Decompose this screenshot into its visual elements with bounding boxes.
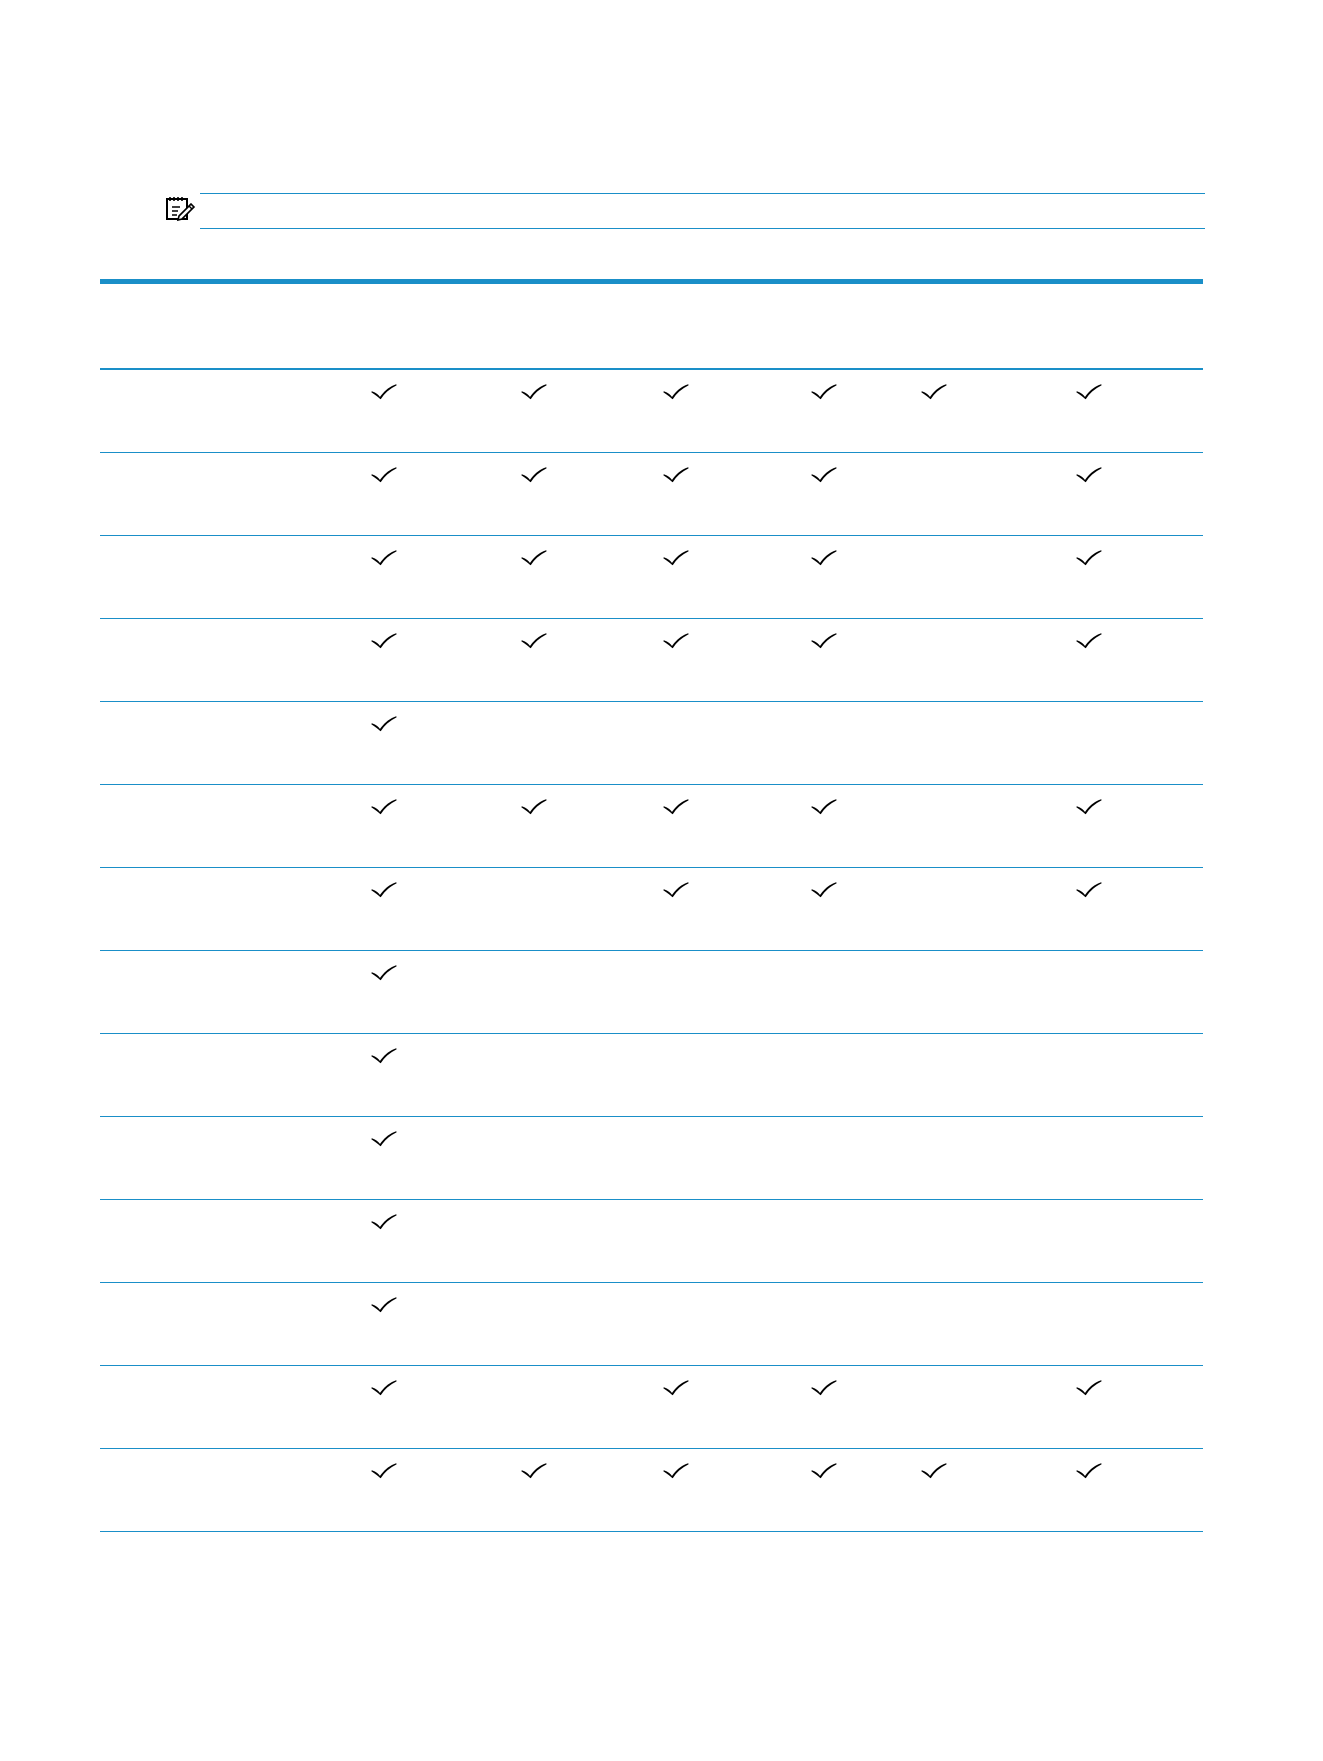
row-label <box>100 550 340 570</box>
checkmark-icon <box>810 882 838 898</box>
checkmark-icon <box>370 1297 398 1313</box>
checkmark-icon <box>370 716 398 732</box>
note-divider-top <box>200 193 1205 194</box>
table-row <box>100 453 1203 536</box>
checkmark-icon <box>810 799 838 815</box>
row-label <box>100 633 340 653</box>
checkmark-icon <box>520 550 548 566</box>
note-divider-bottom <box>200 228 1205 229</box>
checkmark-icon <box>370 965 398 981</box>
table-row <box>100 1117 1203 1200</box>
checkmark-icon <box>1075 1463 1103 1479</box>
table-row <box>100 1449 1203 1532</box>
table-row <box>100 1366 1203 1449</box>
row-label <box>100 384 340 404</box>
row-label <box>100 882 340 902</box>
row-label <box>100 1214 340 1234</box>
table-row <box>100 1283 1203 1366</box>
checkmark-icon <box>370 1463 398 1479</box>
checkmark-icon <box>1075 1380 1103 1396</box>
checkmark-icon <box>810 1380 838 1396</box>
checkmark-icon <box>370 550 398 566</box>
checkmark-icon <box>810 384 838 400</box>
checkmark-icon <box>920 1463 948 1479</box>
checkmark-icon <box>370 467 398 483</box>
checkmark-icon <box>1075 384 1103 400</box>
checkmark-icon <box>1075 799 1103 815</box>
table-row <box>100 370 1203 453</box>
table-row <box>100 868 1203 951</box>
table-row <box>100 785 1203 868</box>
checkmark-icon <box>370 799 398 815</box>
row-label <box>100 799 340 819</box>
checkmark-icon <box>370 882 398 898</box>
feature-table <box>100 279 1203 1532</box>
row-label <box>100 1380 340 1400</box>
checkmark-icon <box>662 384 690 400</box>
note-pencil-icon <box>164 194 196 222</box>
table-row <box>100 951 1203 1034</box>
checkmark-icon <box>1075 467 1103 483</box>
table-row <box>100 1034 1203 1117</box>
checkmark-icon <box>370 1380 398 1396</box>
checkmark-icon <box>810 633 838 649</box>
table-body <box>100 370 1203 1532</box>
row-label <box>100 716 340 736</box>
checkmark-icon <box>370 1214 398 1230</box>
checkmark-icon <box>520 384 548 400</box>
checkmark-icon <box>662 1463 690 1479</box>
checkmark-icon <box>520 633 548 649</box>
table-row <box>100 536 1203 619</box>
checkmark-icon <box>662 882 690 898</box>
row-label <box>100 1297 340 1317</box>
checkmark-icon <box>810 550 838 566</box>
row-label <box>100 965 340 985</box>
checkmark-icon <box>662 1380 690 1396</box>
checkmark-icon <box>810 467 838 483</box>
checkmark-icon <box>1075 550 1103 566</box>
checkmark-icon <box>520 799 548 815</box>
checkmark-icon <box>370 1131 398 1147</box>
checkmark-icon <box>370 384 398 400</box>
checkmark-icon <box>662 550 690 566</box>
table-row <box>100 702 1203 785</box>
table-row <box>100 1200 1203 1283</box>
checkmark-icon <box>662 467 690 483</box>
checkmark-icon <box>1075 882 1103 898</box>
row-label <box>100 1131 340 1151</box>
checkmark-icon <box>1075 633 1103 649</box>
table-header <box>100 284 1203 370</box>
checkmark-icon <box>520 1463 548 1479</box>
checkmark-icon <box>370 1048 398 1064</box>
row-label <box>100 1463 340 1483</box>
row-label <box>100 1048 340 1068</box>
checkmark-icon <box>370 633 398 649</box>
checkmark-icon <box>810 1463 838 1479</box>
checkmark-icon <box>920 384 948 400</box>
checkmark-icon <box>662 633 690 649</box>
note-box <box>160 190 1205 230</box>
checkmark-icon <box>520 467 548 483</box>
row-label <box>100 467 340 487</box>
table-row <box>100 619 1203 702</box>
checkmark-icon <box>662 799 690 815</box>
